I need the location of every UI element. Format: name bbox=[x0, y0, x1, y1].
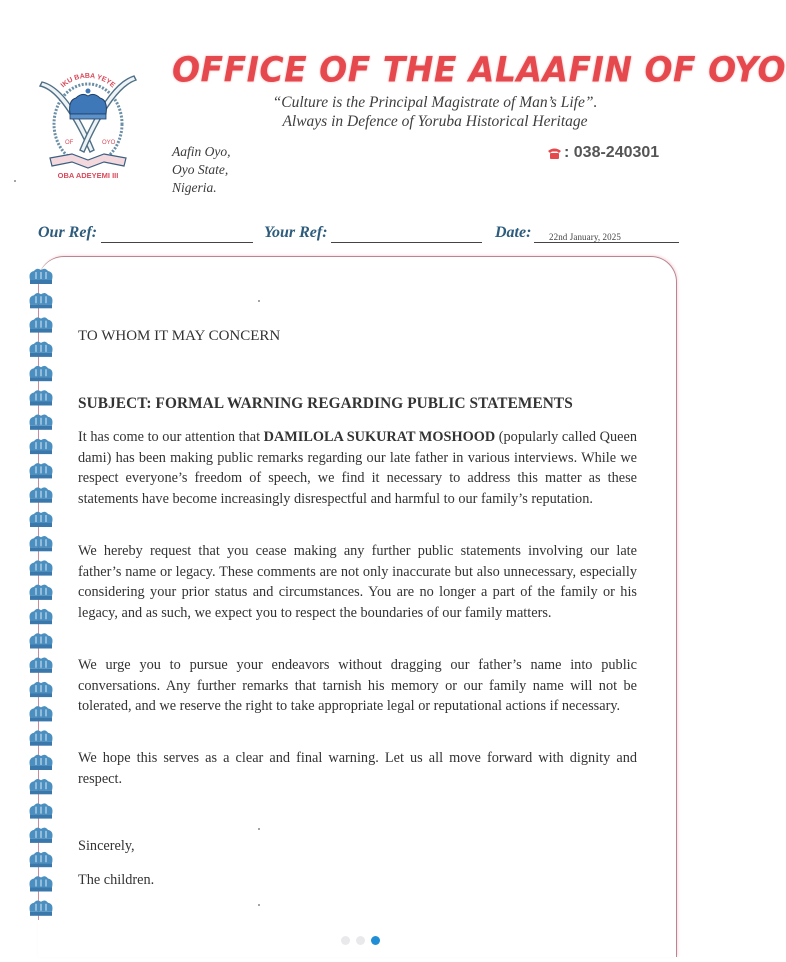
named-person: DAMILOLA SUKURAT MOSHOOD bbox=[263, 429, 496, 445]
signature: The children. bbox=[78, 872, 155, 888]
crown-icon bbox=[30, 803, 53, 818]
address-line: Aafin Oyo, bbox=[172, 144, 231, 159]
crown-icon bbox=[30, 269, 53, 284]
date-value: 22nd January, 2025 bbox=[549, 232, 621, 242]
crown-icon bbox=[30, 852, 53, 867]
crown-icon bbox=[30, 609, 53, 624]
your-ref-field bbox=[331, 242, 482, 243]
salutation: TO WHOM IT MAY CONCERN bbox=[78, 328, 281, 344]
crown-icon bbox=[30, 439, 53, 454]
crown-icon bbox=[30, 463, 53, 478]
crown-icon bbox=[30, 730, 53, 745]
crown-icon bbox=[30, 682, 53, 697]
crown-icon bbox=[30, 415, 53, 430]
date-underline bbox=[534, 242, 679, 243]
p1-rest: (popularly called Queen dami) has been making public remarks regarding our late father in various interviews. While we respect everyone’s freedom of speech, we find it necessary to address this matter as these statements have become increasingly disrespectful and harmful to our family’s reputation. bbox=[78, 429, 637, 507]
paragraph-1 bbox=[78, 427, 637, 509]
our-ref-label: Our Ref: bbox=[38, 224, 98, 241]
crown-icon bbox=[30, 706, 53, 721]
crown-icon bbox=[30, 779, 53, 794]
page-dot[interactable] bbox=[341, 936, 350, 945]
crown-icon bbox=[30, 828, 53, 843]
scan-speck bbox=[258, 828, 260, 830]
address-line: Nigeria. bbox=[172, 180, 217, 195]
crown-icon bbox=[30, 512, 53, 527]
motto-line-2: Always in Defence of Yoruba Historical Heritage bbox=[282, 113, 588, 130]
crown-icon bbox=[30, 293, 53, 308]
page-indicator bbox=[341, 936, 380, 945]
crown-icon bbox=[30, 633, 53, 648]
your-ref-label: Your Ref: bbox=[264, 224, 328, 241]
p1-intro: It has come to our attention that bbox=[78, 429, 264, 445]
crown-icon bbox=[30, 487, 53, 502]
crest-right-text: OYO bbox=[102, 140, 116, 146]
crown-icon bbox=[30, 876, 53, 891]
scan-speck bbox=[14, 180, 16, 182]
telephone-icon bbox=[547, 147, 562, 159]
crown-icon bbox=[70, 89, 107, 120]
crown-icon bbox=[30, 755, 53, 770]
scan-speck bbox=[258, 300, 260, 302]
crown-icon bbox=[30, 366, 53, 381]
phone-number bbox=[547, 144, 659, 162]
closing: Sincerely, bbox=[78, 838, 135, 854]
crown-icon bbox=[30, 658, 53, 673]
our-ref-field bbox=[101, 242, 253, 243]
page-dot[interactable] bbox=[371, 936, 380, 945]
letterhead-title: OFFICE OF THE ALAAFIN OF OYO bbox=[172, 49, 786, 90]
phone-text: : 038-240301 bbox=[564, 144, 660, 161]
crown-icon bbox=[30, 901, 53, 916]
crown-icon bbox=[30, 342, 53, 357]
subject-line: SUBJECT: FORMAL WARNING REGARDING PUBLIC STATEMENTS bbox=[78, 395, 573, 412]
motto-line-1: “Culture is the Principal Magistrate of Man’s Life”. bbox=[272, 94, 598, 111]
paragraph-3: We urge you to pursue your endeavors without dragging our father’s name into public conversations. Any further remarks that tarnish his memory or our family name will not be tolerated, and we reserve the right to take appropriate legal or reputational actions if necessary. bbox=[78, 657, 637, 714]
svg-text:IKU BABA YEYE bbox=[60, 73, 117, 90]
crown-icon bbox=[30, 390, 53, 405]
crown-icon bbox=[30, 536, 53, 551]
crown-icon bbox=[30, 317, 53, 332]
crown-icon bbox=[30, 560, 53, 575]
paragraph-4: We hope this serves as a clear and final warning. Let us all move forward with dignity and respect. bbox=[78, 750, 637, 787]
crown-border bbox=[26, 266, 56, 918]
crown-icon bbox=[30, 585, 53, 600]
crest-logo bbox=[32, 62, 144, 184]
crest-ribbon bbox=[50, 154, 126, 168]
paragraph-2: We hereby request that you cease making any further public statements involving our late father’s name or legacy. These comments are not only inaccurate but also unnecessary, especially considering your prior status and circumstances. You are no longer a part of the family or his legacy, and as such, we expect you to respect the boundaries of our family matters. bbox=[78, 543, 637, 621]
page-dot[interactable] bbox=[356, 936, 365, 945]
crest-bottom-text: OBA ADEYEMI III bbox=[57, 171, 119, 180]
crest-left-text: OF bbox=[65, 140, 74, 146]
address-line: Oyo State, bbox=[172, 162, 229, 177]
date-label: Date: bbox=[495, 224, 532, 241]
crest-top-text: IKU BABA YEYE bbox=[59, 72, 117, 90]
scan-speck bbox=[258, 904, 260, 906]
